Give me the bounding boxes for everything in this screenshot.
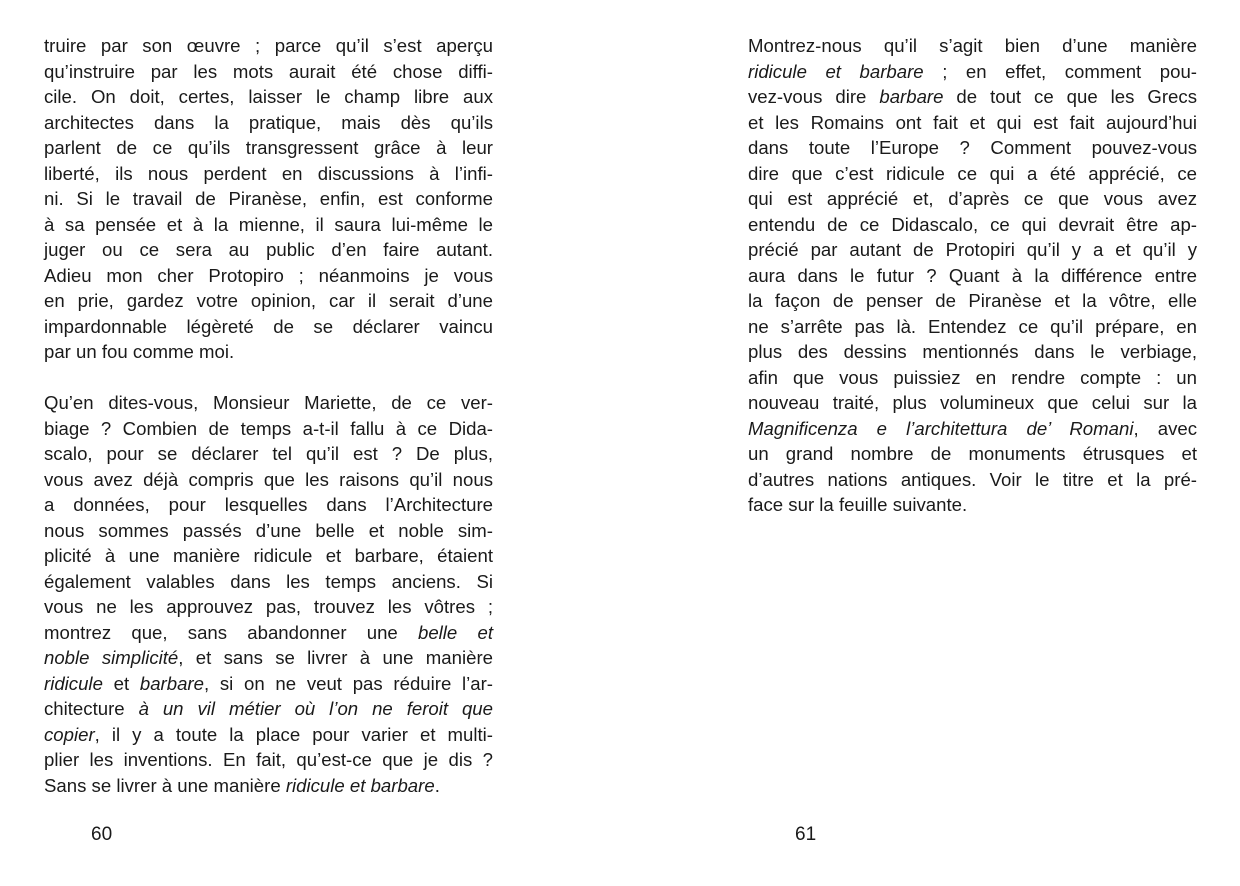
- italic-text: belle et: [417, 621, 493, 643]
- text-line: [748, 263, 1197, 289]
- text: , si on ne veut pas réduire l’ar-: [203, 672, 494, 694]
- right-page-text: [748, 33, 1197, 543]
- text: par un fou comme moi.: [44, 341, 235, 362]
- text-line: [44, 212, 493, 238]
- text-line: [44, 186, 493, 212]
- text-line: [748, 441, 1197, 467]
- text: face sur la feuille suivante.: [748, 494, 968, 515]
- text: scalo, pour se déclarer tel qu’il est ? De plus,: [44, 443, 493, 464]
- text: ; en effet, comment pou-: [923, 60, 1197, 82]
- text-line: [44, 288, 493, 314]
- text-line: [748, 186, 1197, 212]
- text: précié par autant de Protopiri qu’il y a et qu’il y: [748, 239, 1197, 260]
- text: à sa pensée et à la mienne, il saura lui-même le: [44, 213, 493, 235]
- text: chitecture: [44, 698, 139, 719]
- text: plier les inventions. En fait, qu’est-ce que je dis ?: [44, 749, 493, 770]
- italic-text: à un vil métier où l’on ne feroit que: [138, 698, 493, 719]
- text-line: [44, 237, 493, 263]
- text: vous ne les approuvez pas, trouvez les vôtres ;: [44, 596, 493, 617]
- text: dire que c’est ridicule ce qui a été apprécié, ce: [748, 162, 1197, 184]
- text: plus des dessins mentionnés dans le verbiage,: [748, 341, 1197, 362]
- text-line: [748, 492, 1197, 518]
- italic-text: barbare: [879, 86, 944, 107]
- text: afin que vous puissiez en rendre compte : un: [748, 366, 1197, 388]
- text: ne s’arrête pas là. Entendez ce qu’il prépare, en: [748, 315, 1197, 337]
- text: truire par son œuvre ; parce qu’il s’est aperçu: [44, 35, 493, 56]
- text-line: [748, 288, 1197, 314]
- text-line: [748, 84, 1197, 110]
- text-line: [44, 543, 493, 569]
- text: liberté, ils nous perdent en discussions à l’infi-: [44, 162, 493, 184]
- text-line: [44, 773, 493, 799]
- text: qu’instruire par les mots aurait été chose diffi-: [44, 60, 493, 82]
- text: et: [102, 672, 140, 694]
- text-line: [44, 492, 493, 518]
- text: également valables dans les temps anciens. Si: [44, 570, 493, 592]
- text-line: [44, 84, 493, 110]
- text-line: [44, 161, 493, 187]
- text-line: [44, 339, 493, 365]
- text: , et sans se livrer à une manière: [178, 647, 493, 668]
- paragraph: [44, 390, 493, 798]
- text-line: [44, 33, 493, 59]
- text: montrez que, sans abandonner une: [44, 621, 418, 643]
- text: nouveau traité, plus volumineux que celui sur la: [748, 392, 1197, 413]
- italic-text: noble simplicité: [44, 647, 179, 668]
- text: architectes dans la pratique, mais dès qu’ils: [44, 111, 493, 133]
- text: a données, pour lesquelles dans l’Architecture: [44, 494, 493, 515]
- text: Qu’en dites-vous, Monsieur Mariette, de ce ver-: [44, 392, 493, 413]
- text-line: [748, 110, 1197, 136]
- text-line: [44, 518, 493, 544]
- text: juger ou ce sera au public d’en faire autant.: [44, 239, 493, 260]
- text-line: [748, 339, 1197, 365]
- text-line: [44, 620, 493, 646]
- text-line: [748, 237, 1197, 263]
- text-line: [44, 135, 493, 161]
- text-line: [44, 569, 493, 595]
- text-line: [44, 441, 493, 467]
- italic-text: barbare: [139, 672, 204, 694]
- text-line: [44, 747, 493, 773]
- paragraph: [748, 33, 1197, 518]
- text-line: [44, 59, 493, 85]
- left-page-text: [44, 33, 493, 824]
- text-line: [748, 59, 1197, 85]
- page-number-right: 61: [795, 824, 817, 845]
- text-line: [44, 722, 493, 748]
- text: de tout ce que les Grecs: [943, 86, 1197, 107]
- text: qui est apprécié et, d’après ce que vous avez: [748, 188, 1197, 209]
- italic-text: Magnificenza e l’architettura de’ Romani: [748, 417, 1134, 439]
- italic-text: ridicule: [44, 672, 103, 694]
- text: la façon de penser de Piranèse et la vôtre, elle: [748, 290, 1197, 311]
- text: , il y a toute la place pour varier et multi-: [94, 723, 493, 745]
- page-number-left: 60: [91, 824, 113, 845]
- text: vous avez déjà compris que les raisons qu’il nous: [44, 468, 493, 490]
- text: nous sommes passés d’une belle et noble sim-: [44, 519, 493, 541]
- text: .: [434, 774, 440, 796]
- text-line: [44, 467, 493, 493]
- text-line: [44, 671, 493, 697]
- text: biage ? Combien de temps a-t-il fallu à ce Dida-: [44, 417, 493, 439]
- paragraph: [44, 33, 493, 365]
- text-line: [748, 212, 1197, 238]
- text-line: [44, 696, 493, 722]
- text-line: [748, 135, 1197, 161]
- text-line: [748, 161, 1197, 187]
- text: et les Romains ont fait et qui est fait aujourd’hui: [748, 111, 1197, 133]
- text: plicité à une manière ridicule et barbare, étaient: [44, 545, 493, 566]
- text: ni. Si le travail de Piranèse, enfin, est conforme: [44, 188, 493, 209]
- text: d’autres nations antiques. Voir le titre et la pré-: [748, 468, 1197, 490]
- text-line: [748, 390, 1197, 416]
- text-line: [748, 416, 1197, 442]
- italic-text: copier: [44, 723, 95, 745]
- text-line: [44, 314, 493, 340]
- text: un grand nombre de monuments étrusques et: [748, 443, 1197, 464]
- text: aura dans le futur ? Quant à la différence entre: [748, 264, 1197, 286]
- text-line: [44, 110, 493, 136]
- text: , avec: [1133, 417, 1197, 439]
- text-line: [44, 645, 493, 671]
- text: entendu de ce Didascalo, ce qui devrait être ap-: [748, 213, 1197, 235]
- text-line: [748, 467, 1197, 493]
- text: Montrez-nous qu’il s’agit bien d’une manière: [748, 35, 1197, 56]
- text: en prie, gardez votre opinion, car il serait d’une: [44, 290, 493, 311]
- text: dans toute l’Europe ? Comment pouvez-vous: [748, 137, 1197, 158]
- italic-text: ridicule et barbare: [748, 60, 924, 82]
- text-line: [44, 416, 493, 442]
- italic-text: ridicule et barbare: [285, 774, 435, 796]
- text-line: [748, 33, 1197, 59]
- text-line: [44, 390, 493, 416]
- text: cile. On doit, certes, laisser le champ libre aux: [44, 86, 493, 107]
- text-line: [44, 594, 493, 620]
- text: Adieu mon cher Protopiro ; néanmoins je vous: [44, 264, 493, 286]
- text: impardonnable légèreté de se déclarer vaincu: [44, 315, 493, 337]
- text-line: [748, 314, 1197, 340]
- text: parlent de ce qu’ils transgressent grâce à leur: [44, 137, 493, 158]
- text-line: [44, 263, 493, 289]
- text: vez-vous dire: [748, 86, 880, 107]
- text-line: [748, 365, 1197, 391]
- text: Sans se livrer à une manière: [44, 774, 286, 796]
